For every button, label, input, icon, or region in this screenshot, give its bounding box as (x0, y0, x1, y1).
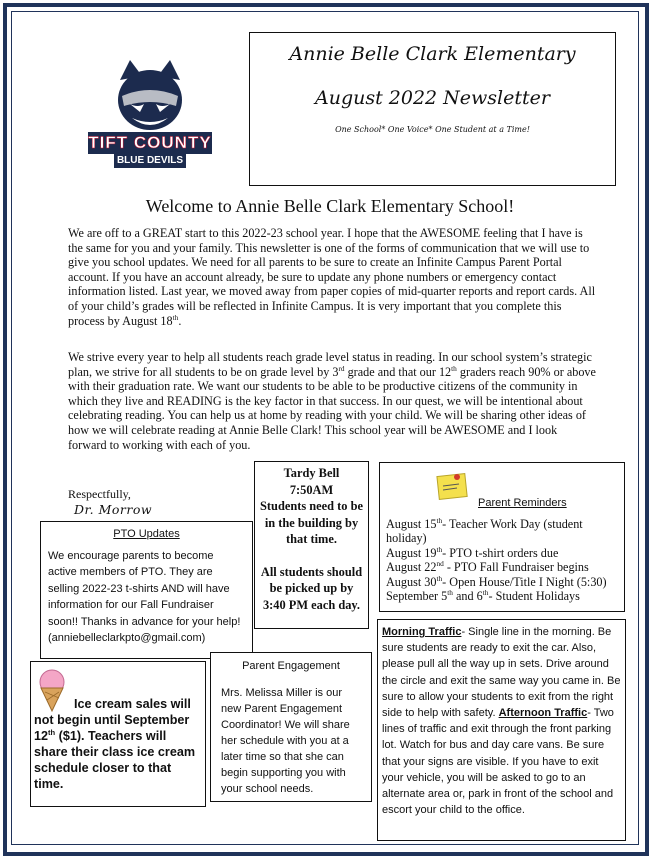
reminder-item: August 19th- PTO t-shirt orders due (386, 544, 559, 560)
reminder-item: August 30th- Open House/Title I Night (5:30) (386, 573, 607, 589)
parent-reminders-box (379, 462, 625, 612)
traffic-info-box (377, 619, 626, 841)
school-name-title: Annie Belle Clark Elementary (289, 43, 576, 65)
reminders-list (386, 517, 620, 603)
logo-text-blue-devils: BLUE DEVILS (116, 155, 184, 166)
newsletter-title: August 2022 Newsletter (315, 87, 550, 109)
morning-traffic-text: - Single line in the morning. Be sure students are ready to exit the car. Also, please pull all the way up in sets. Drive around the circle and exit the same way you came in. Be sure to allow your students to exit from the right side to help with safety. (382, 626, 621, 720)
tardy-bell-title: Tardy Bell (283, 466, 340, 480)
welcome-paragraph-1: We are off to a GREAT start to this 2022-23 school year. I hope that the AWESOME feeling that I have is the same for you and your family. This newsletter is one of the forms of communication that we will use to give you school updates. We need for all parents to be sure to create an Infinite Campus Parent Portal account. If you have an account already, be sure to update any phone numbers or emergency contact information listed. Last year, we moved away from paper copies of mid-quarter reports and report cards. All of your child’s grades will be reflected in Infinite Campus. It is very important that you complete this process by August 18th. (68, 226, 596, 328)
reminder-item: August 22nd - PTO Fall Fundraiser begins (386, 559, 589, 575)
pto-updates-body: We encourage parents to become active members of PTO. They are selling 2022-23 t-shirts AND will have information for our Fall Fundraiser soon!! Thanks in advance for your help! (anniebelleclarkpto@gmail.com) (48, 549, 241, 644)
parent-engagement-body: Mrs. Melissa Miller is our new Parent Engagement Coordinator! We will share her schedule with you at a later time so that she can begin supporting you with your school needs. (221, 687, 350, 795)
ice-cream-icon (34, 668, 70, 712)
signature-text: Dr. Morrow (74, 502, 153, 517)
pto-updates-title: PTO Updates (113, 528, 180, 540)
welcome-paragraph-2: We strive every year to help all students reach grade level status in reading. In our school system’s strategic plan, we strive for all students to be on grade level by 3rd grade and that our 12th graders reach 90% or above with their graduation rate. We want our students to be able to be productive citizens of the community in which they live and READING is the key factor in that success. In our quest, we will be intentional about celebrating reading. You can help us at home by reading with your child. We will be sharing other ideas of how we will celebrate reading at Annie Belle Clark! This school year will be AWESOME and I look forward to working with each of you. (68, 350, 596, 452)
welcome-heading: Welcome to Annie Belle Clark Elementary School! (145, 196, 515, 216)
tardy-bell-box (254, 461, 369, 629)
afternoon-traffic-text: - Two lines of traffic and exit through the front parking lot. Watch for bus and day care vans. Be sure that your signs are visible. If you have to exit your vehicle, you will be asked to go to an alternate area or, park in front of the school and escort your child to the office. (382, 707, 614, 817)
morning-traffic-label: Morning Traffic (382, 626, 462, 638)
reminder-item: September 5th and 6th- Student Holidays (386, 587, 580, 604)
logo-text-tift-county: TIFT COUNTY (88, 133, 212, 152)
tift-county-logo (80, 52, 220, 182)
parent-engagement-title: Parent Engagement (242, 660, 340, 672)
closing-text: Respectfully, (68, 487, 131, 501)
reminder-item: August 15th- Teacher Work Day (student holiday) (386, 515, 583, 546)
sticky-note-icon (435, 471, 469, 501)
parent-reminders-title: Parent Reminders (478, 497, 567, 509)
newsletter-header-box (249, 32, 616, 186)
school-motto: One School* One Voice* One Student at a Time! (335, 125, 530, 134)
ice-cream-text: Ice cream sales will not begin until September 12th ($1). Teachers will share their class ice cream schedule closer to that time. (34, 697, 196, 791)
parent-engagement-box (210, 652, 372, 802)
pto-updates-box (40, 521, 253, 659)
tardy-bell-time: 7:50AM (289, 482, 334, 497)
afternoon-traffic-label: Afternoon Traffic (498, 707, 588, 720)
ice-cream-box (30, 661, 206, 807)
pickup-time-text: All students should be picked up by 3:40 PM each day. (260, 564, 363, 612)
tardy-bell-instruction: Students need to be in the building by that time. (260, 499, 363, 546)
